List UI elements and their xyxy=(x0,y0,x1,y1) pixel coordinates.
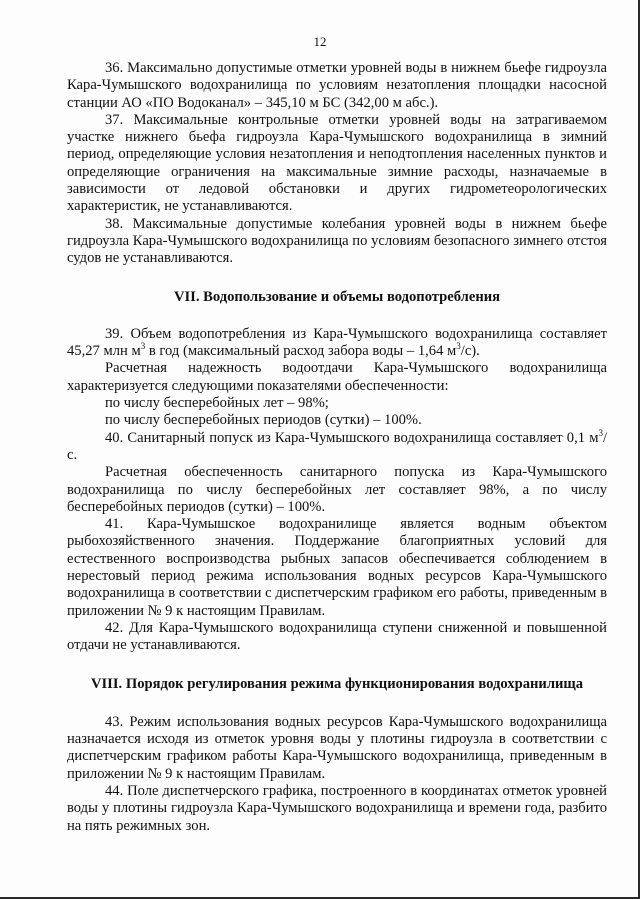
superscript-cubic: 3 xyxy=(140,341,146,352)
paragraph-reliability-years: по числу бесперебойных лет – 98%; xyxy=(105,395,329,412)
paragraph-36: 36. Максимально допустимые отметки уровней воды в нижнем бьефе гидроузла Кара-Чумышского водохранилища по условиям незатопления площадки насосной станции АО «ПО Водоканал» – 345,10 м БС (342,00 м абс.). xyxy=(67,60,607,111)
paragraph-reliability-periods: по числу бесперебойных периодов (сутки) – 100%. xyxy=(105,412,422,429)
section-heading-viii: VIII. Порядок регулирования режима функционирования водохранилища xyxy=(90,675,584,692)
paragraph-40-text-a: 40. Санитарный попуск из Кара-Чумышского водохранилища составляет 0,1 м xyxy=(105,429,599,446)
paragraph-sanitary-calc: Расчетная обеспеченность санитарного попуска из Кара-Чумышского водохранилища по числу бесперебойных лет составляет 98%, а по числу бесперебойных периодов (сутки) – 100%. xyxy=(67,464,607,515)
paragraph-39-text-a: 39. Объем водопотребления из Кара-Чумышского водохранилища составляет 45,27 млн м xyxy=(67,325,607,360)
paragraph-38: 38. Максимальные допустимые колебания уровней воды в нижнем бьефе гидроузла Кара-Чумышского водохранилища по условиям безопасного зимнего отстоя судов не устанавливаются. xyxy=(67,215,607,267)
superscript-cubic: 3 xyxy=(456,341,461,352)
paragraph-39-text-c: /с). xyxy=(460,343,480,360)
page-number: 12 xyxy=(313,34,327,49)
paragraph-reliability: Расчетная надежность водоотдачи Кара-Чумышского водохранилища характеризуется следующими показателями обеспеченности: xyxy=(67,360,607,394)
paragraph-41: 41. Кара-Чумышское водохранилище является водным объектом рыбохозяйственного значения. Поддержание благоприятных условий для естественного воспроизводства рыбных запасов обеспечивается соблюдением в нерестовый период режима использования водных ресурсов Кара-Чумышского водохранилища в соответствии с диспетчерским графиком его работы, приведенным в приложении № 9 к настоящим Правилам. xyxy=(67,516,607,619)
section-heading-vii: VII. Водопользование и объемы водопотребления xyxy=(173,288,501,305)
paragraph-39-text-b: в год (максимальный расход забора воды – 1,64 м xyxy=(145,343,457,360)
superscript-cubic: 3 xyxy=(598,427,603,438)
paragraph-37: 37. Максимальные контрольные отметки уровней воды на затрагиваемом участке нижнего бьефа гидроузла Кара-Чумышского водохранилища в зимний период, определяющие условия незатопления и неподтопления населенных пунктов и определяющие ограничения на максимальные зимние расходы, назначаемые в зависимости от ледовой обстановки и других гидрометеорологических характеристик, не устанавливаются. xyxy=(67,111,607,215)
paragraph-40-text-b: /с. xyxy=(67,429,607,463)
paragraph-44: 44. Поле диспетчерского графика, построенного в координатах отметок уровней воды у плотины гидроузла Кара-Чумышского водохранилища и времени года, разбито на пять режимных зон. xyxy=(67,782,607,834)
document-body xyxy=(67,60,607,835)
paragraph-42: 42. Для Кара-Чумышского водохранилища ступени сниженной и повышенной отдачи не устанавливаются. xyxy=(67,619,607,654)
paragraph-39 xyxy=(67,326,607,361)
paragraph-43: 43. Режим использования водных ресурсов Кара-Чумышского водохранилища назначается исходя из отметок уровня воды у плотины гидроузла в соответствии с диспетчерским графиком работы Кара-Чумышского водохранилища, приведенным в приложении № 9 к настоящим Правилам. xyxy=(67,713,607,782)
paragraph-40 xyxy=(67,427,607,465)
